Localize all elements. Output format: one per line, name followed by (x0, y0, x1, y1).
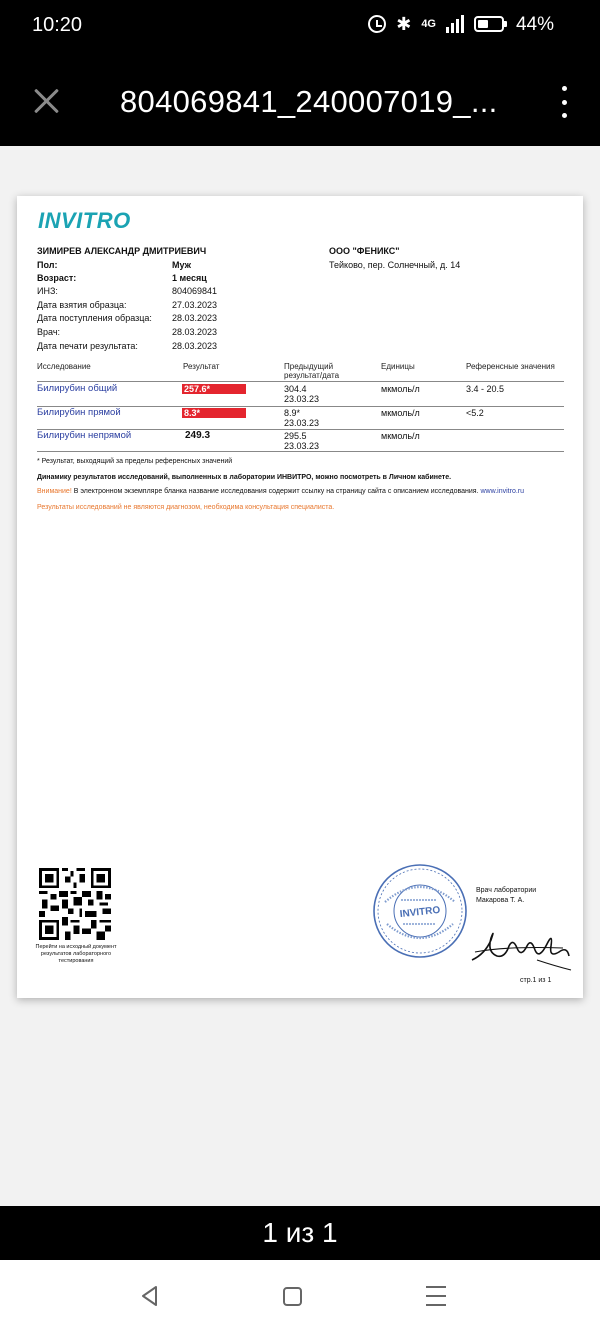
header-previous: Предыдущий результат/дата (284, 362, 340, 380)
app-bar (0, 56, 600, 146)
reference-range: <5.2 (466, 408, 484, 418)
signature (467, 916, 572, 974)
recent-apps-icon[interactable] (426, 1286, 446, 1306)
document-title: 804069841_240007019_... (120, 84, 498, 119)
footnote: * Результат, выходящий за пределы референсных значений (37, 458, 233, 465)
attention-label: Внимание! (37, 488, 72, 495)
alarm-icon (368, 15, 386, 33)
dynamics-note: Динамику результатов исследований, выполненных в лаборатории ИНВИТРО, можно посмотреть в Личном кабинете. (37, 474, 452, 481)
previous-result: 304.4 23.03.23 (284, 384, 320, 404)
result-flagged: 257.6* (182, 384, 246, 394)
disclaimer: Результаты исследований не являются диагнозом, необходима консультация специалиста. (37, 504, 335, 511)
status-time: 10:20 (32, 14, 83, 36)
units: мкмоль/л (381, 408, 420, 418)
header-units: Единицы (381, 362, 415, 371)
previous-result: 295.5 23.03.23 (284, 431, 320, 451)
page-counter: 1 из 1 (0, 1206, 600, 1260)
battery-percent: 44% (515, 14, 554, 35)
back-icon[interactable] (138, 1284, 162, 1308)
page-number: стр.1 из 1 (520, 977, 552, 984)
navigation-bar (0, 1260, 600, 1332)
home-icon[interactable] (283, 1287, 302, 1306)
reference-range: 3.4 - 20.5 (466, 384, 505, 394)
bluetooth-icon: ✱ (396, 14, 412, 34)
more-options-icon[interactable] (556, 86, 572, 118)
test-link-direct-bilirubin[interactable]: Билирубин прямой (37, 407, 121, 418)
status-icons (368, 15, 504, 33)
site-link[interactable]: www.invitro.ru (480, 488, 525, 495)
qr-code[interactable] (39, 868, 111, 940)
header-result: Результат (183, 362, 220, 371)
battery-icon (474, 16, 504, 32)
network-type: 4G (421, 18, 436, 30)
table-divider (37, 451, 564, 452)
qr-caption: Перейти на исходный документ результатов лабораторного тестирования (35, 944, 117, 964)
attention-note: Внимание! В электронном экземпляре бланка название исследования содержит ссылку на страницу сайта с описанием исследования. www.invitro.ru (37, 488, 525, 495)
header-test: Исследование (37, 362, 91, 371)
signal-icon (446, 15, 464, 33)
patient-name: ЗИМИРЕВ АЛЕКСАНДР ДМИТРИЕВИЧ (37, 246, 207, 256)
result-flagged: 8.3* (182, 408, 246, 418)
units: мкмоль/л (381, 384, 420, 394)
organization-name: ООО "ФЕНИКС" (329, 246, 400, 256)
document-page: INVITRO ЗИМИРЕВ АЛЕКСАНДР ДМИТРИЕВИЧ ООО "ФЕНИКС" Тейково, пер. Солнечный, д. 14 Пол: Муж Возраст: 1 месяц ИНЗ: 804069841 Дата взятия образца: 27.03.2023 Дата поступления образца: 28.03.2023 Врач: 28.03.2023 Дата печати результата: 28.03.2023 Исследование Результат Предыдущий результат/дата Единицы Референсные значения Билирубин общий 257.6* 304.4 23.03.23 мкмоль/л 3.4 - 20.5 Билирубин прямой 8.3* 8.9* 23.03.23 мкмоль/л <5.2 Билирубин непрямой 249.3 295.5 23.03.23 мкмоль/л * Результат, выходящий за пределы референсных значений Динамику результатов исследований, выполненных в лаборатории ИНВИТРО, можно посмотреть в Личном кабинете. Внимание! В электронном экземпляре бланка название исследования содержит ссылку на страницу сайта с описанием исследования. www.invitro.ru Результаты исследований не являются диагнозом, необходима консультация специалиста. Перейти на исходный документ результатов лабораторного тестирования INVITRO Врач лаборатории Макарова Т. А. стр.1 из 1 (17, 196, 583, 998)
organization-address: Тейково, пер. Солнечный, д. 14 (329, 260, 461, 270)
close-icon[interactable] (28, 82, 66, 120)
test-link-total-bilirubin[interactable]: Билирубин общий (37, 383, 118, 394)
table-divider (37, 381, 564, 382)
result-value: 249.3 (185, 430, 211, 441)
units: мкмоль/л (381, 431, 420, 441)
invitro-logo: INVITRO (38, 208, 131, 233)
test-link-indirect-bilirubin[interactable]: Билирубин непрямой (37, 430, 132, 441)
header-reference: Референсные значения (466, 362, 555, 371)
doctor-info: Врач лаборатории Макарова Т. А. (476, 887, 537, 904)
stamp-label: INVITRO (399, 904, 441, 921)
status-bar (0, 0, 600, 56)
previous-result: 8.9* 23.03.23 (284, 408, 320, 428)
